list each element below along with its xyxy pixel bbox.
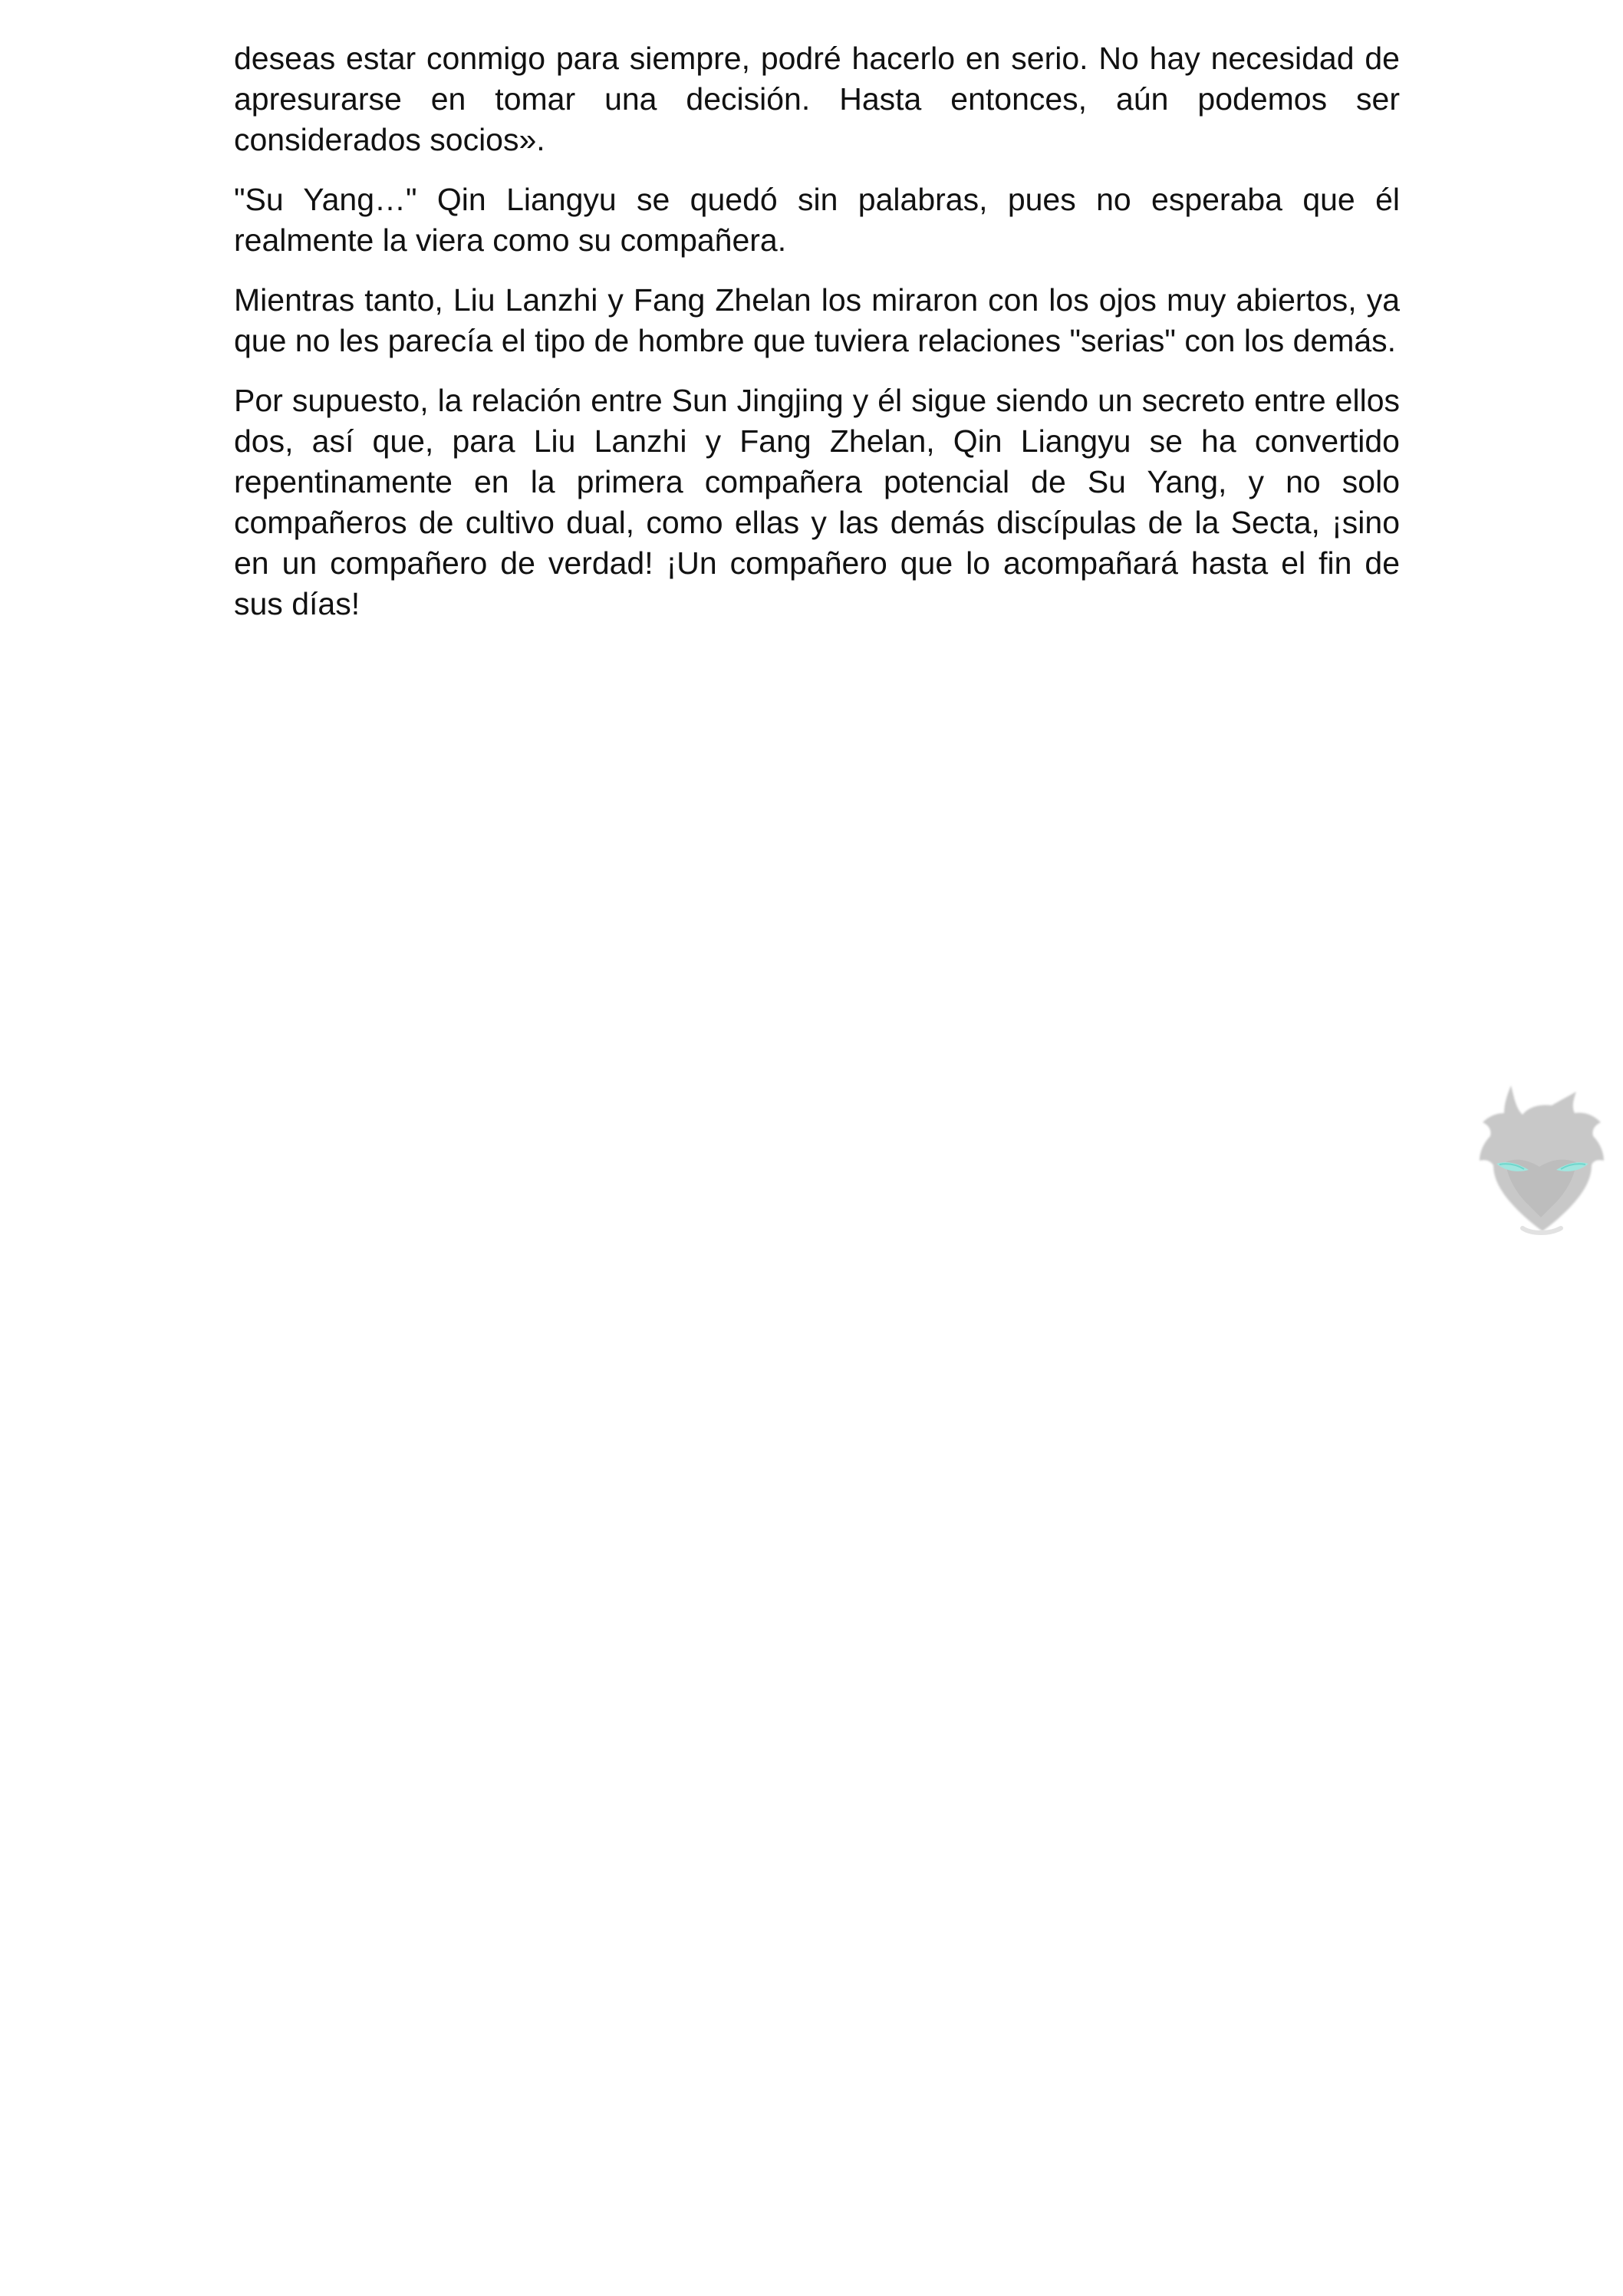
body-text xyxy=(234,38,1400,644)
paragraph-1: deseas estar conmigo para siempre, podré hacerlo en serio. No hay necesidad de apresurarse en tomar una decisión. Hasta entonces, aún podemos ser considerados socios». xyxy=(234,41,1400,157)
paragraph-2: "Su Yang…" Qin Liangyu se quedó sin palabras, pues no esperaba que él realmente la viera como su compañera. xyxy=(234,182,1400,258)
demon-head-icon xyxy=(1469,1078,1611,1243)
paragraph-4: Por supuesto, la relación entre Sun Jingjing y él sigue siendo un secreto entre ellos dos, así que, para Liu Lanzhi y Fang Zhelan, Qin Liangyu se ha convertido repentinamente en la primera compañera potencial de Su Yang, y no solo compañeros de cultivo dual, como ellas y las demás discípulas de la Secta, ¡sino en un compañero de verdad! ¡Un compañero que lo acompañará hasta el fin de sus días! xyxy=(234,383,1400,621)
paragraph-3: Mientras tanto, Liu Lanzhi y Fang Zhelan los miraron con los ojos muy abiertos, ya que no les parecía el tipo de hombre que tuviera relaciones "serias" con los demás. xyxy=(234,282,1400,358)
